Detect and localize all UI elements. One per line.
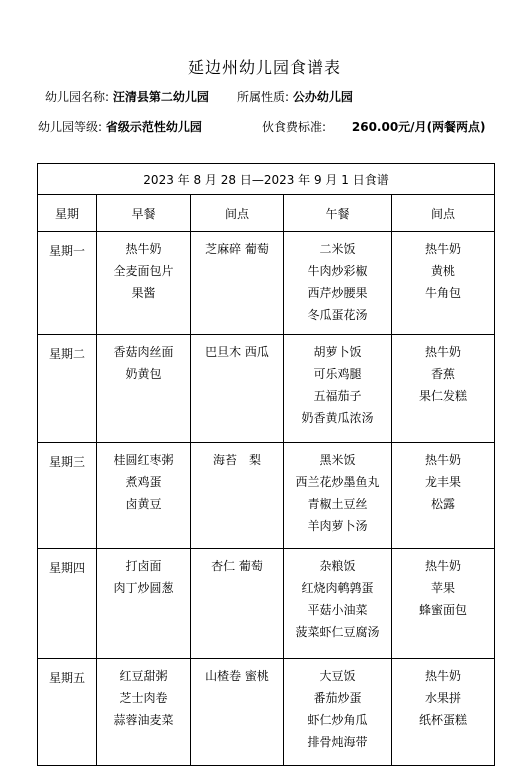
snack-morning-cell [191, 549, 284, 659]
nature-label: 所属性质: [237, 90, 290, 104]
header-breakfast: 早餐 [97, 195, 191, 232]
day-cell: 星期一 [38, 232, 97, 335]
snack-afternoon-cell [392, 659, 495, 766]
menu-item: 大豆饭 [319, 669, 356, 683]
snack-morning-cell [191, 659, 284, 766]
menu-item: 排骨炖海带 [307, 735, 368, 749]
lunch-cell [284, 335, 392, 443]
menu-item: 杏仁 葡萄 [211, 559, 263, 573]
menu-item: 海苔 梨 [212, 453, 261, 467]
day-cell: 星期二 [38, 335, 97, 443]
breakfast-cell [97, 549, 191, 659]
snack-afternoon-cell [392, 549, 495, 659]
breakfast-cell [97, 443, 191, 549]
fee-row [262, 118, 486, 135]
header-snack-morning: 间点 [191, 195, 284, 232]
snack-afternoon-cell [392, 335, 495, 443]
menu-item: 羊肉萝卜汤 [307, 519, 368, 533]
menu-table [37, 163, 495, 766]
nature-value: 公办幼儿园 [292, 90, 353, 104]
menu-item: 香蕉 [430, 367, 455, 381]
menu-item: 芝麻碎 葡萄 [205, 242, 269, 256]
menu-item: 松露 [430, 497, 455, 511]
menu-item: 平菇小油菜 [307, 603, 368, 617]
snack-afternoon-cell [392, 232, 495, 335]
menu-item: 菠菜虾仁豆腐汤 [295, 625, 380, 639]
menu-item: 打卤面 [125, 559, 162, 573]
menu-item: 青椒土豆丝 [307, 497, 368, 511]
fee-value: 260.00元/月(两餐两点) [351, 120, 486, 134]
grade-value: 省级示范性幼儿园 [105, 120, 202, 134]
lunch-cell [284, 549, 392, 659]
menu-item: 红豆甜粥 [119, 669, 168, 683]
breakfast-cell [97, 659, 191, 766]
menu-item: 热牛奶 [424, 559, 461, 573]
menu-item: 番茄炒蛋 [313, 691, 362, 705]
lunch-cell [284, 443, 392, 549]
menu-item: 热牛奶 [125, 242, 162, 256]
day-cell: 星期五 [38, 659, 97, 766]
menu-item: 杂粮饭 [319, 559, 356, 573]
header-snack-afternoon: 间点 [392, 195, 495, 232]
table-row [38, 232, 495, 335]
menu-item: 奶黄包 [125, 367, 162, 381]
menu-item: 芝士肉卷 [119, 691, 168, 705]
snack-morning-cell [191, 232, 284, 335]
menu-item: 冬瓜蛋花汤 [307, 308, 368, 322]
menu-item: 虾仁炒角瓜 [307, 713, 368, 727]
table-row [38, 335, 495, 443]
period-header: 2023 年 8 月 28 日—2023 年 9 月 1 日食谱 [38, 164, 495, 195]
menu-item: 果酱 [131, 286, 156, 300]
table-row [38, 443, 495, 549]
breakfast-cell [97, 232, 191, 335]
menu-item: 热牛奶 [424, 453, 461, 467]
kindergarten-name-row [45, 88, 209, 105]
menu-item: 山楂卷 蜜桃 [205, 669, 269, 683]
grade-row [38, 118, 202, 135]
menu-item: 西兰花炒墨鱼丸 [295, 475, 380, 489]
menu-item: 蒜蓉油麦菜 [113, 713, 174, 727]
menu-item: 纸杯蛋糕 [418, 713, 467, 727]
page-title: 延边州幼儿园食谱表 [187, 58, 341, 77]
menu-item: 五福茄子 [313, 389, 362, 403]
menu-item: 牛角包 [424, 286, 461, 300]
snack-morning-cell [191, 335, 284, 443]
menu-item: 红烧肉鹌鹑蛋 [301, 581, 374, 595]
menu-item: 香菇肉丝面 [113, 345, 174, 359]
nature-row [237, 88, 353, 105]
header-day: 星期 [38, 195, 97, 232]
snack-morning-cell [191, 443, 284, 549]
menu-item: 肉丁炒圆葱 [113, 581, 174, 595]
lunch-cell [284, 232, 392, 335]
menu-item: 西芹炒腰果 [307, 286, 368, 300]
table-row [38, 549, 495, 659]
menu-item: 可乐鸡腿 [313, 367, 362, 381]
menu-item: 全麦面包片 [113, 264, 174, 278]
grade-label: 幼儿园等级: [38, 120, 103, 134]
menu-item: 龙丰果 [424, 475, 461, 489]
menu-item: 卤黄豆 [125, 497, 162, 511]
menu-item: 桂圆红枣粥 [113, 453, 174, 467]
menu-item: 巴旦木 西瓜 [205, 345, 269, 359]
breakfast-cell [97, 335, 191, 443]
menu-item: 黑米饭 [319, 453, 356, 467]
snack-afternoon-cell [392, 443, 495, 549]
menu-item: 果仁发糕 [418, 389, 467, 403]
menu-item: 胡萝卜饭 [313, 345, 362, 359]
header-row [38, 195, 495, 232]
table-row [38, 659, 495, 766]
menu-item: 热牛奶 [424, 669, 461, 683]
menu-item: 煮鸡蛋 [125, 475, 162, 489]
menu-item: 二米饭 [319, 242, 356, 256]
fee-label: 伙食费标准: [262, 120, 327, 134]
menu-item: 热牛奶 [424, 345, 461, 359]
menu-item: 奶香黄瓜浓汤 [301, 411, 374, 425]
kindergarten-label: 幼儿园名称: [45, 90, 110, 104]
day-cell: 星期三 [38, 443, 97, 549]
day-cell: 星期四 [38, 549, 97, 659]
menu-item: 热牛奶 [424, 242, 461, 256]
kindergarten-value: 汪清县第二幼儿园 [112, 90, 209, 104]
menu-item: 牛肉炒彩椒 [307, 264, 368, 278]
menu-item: 水果拼 [424, 691, 461, 705]
menu-item: 苹果 [430, 581, 455, 595]
lunch-cell [284, 659, 392, 766]
header-lunch: 午餐 [284, 195, 392, 232]
menu-item: 蜂蜜面包 [418, 603, 467, 617]
menu-item: 黄桃 [430, 264, 455, 278]
